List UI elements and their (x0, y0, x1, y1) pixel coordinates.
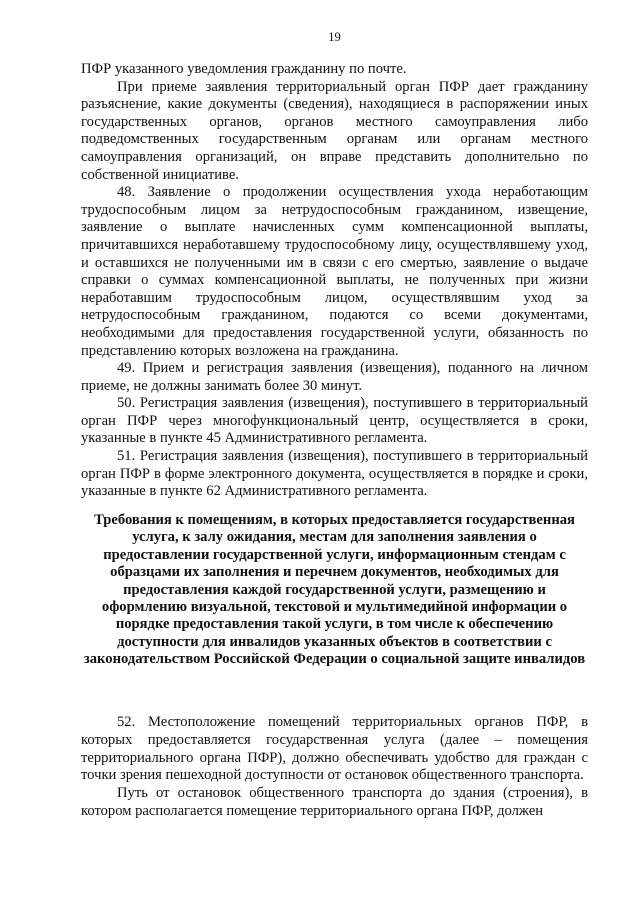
page-number: 19 (328, 30, 341, 44)
paragraph-explanation: При приеме заявления территориальный орган ПФР дает гражданину разъяснение, какие документы (сведения), находящиеся в распоряжении иных государственных органов, органов местного самоуправления либо подведомственных государственным органам или органам местного самоуправления организаций, он вправе представить дополнительно по собственной инициативе. (81, 78, 588, 183)
paragraph-52: 52. Местоположение помещений территориальных органов ПФР, в которых предоставляется государственная услуга (далее – помещения территориального органа ПФР), должно обеспечивать удобство для граждан с точки зрения пешеходной доступности от остановок общественного транспорта. (81, 714, 588, 784)
paragraph-49: 49. Прием и регистрация заявления (извещения), поданного на личном приеме, не должны занимать более 30 минут. (81, 360, 588, 394)
paragraph-50: 50. Регистрация заявления (извещения), поступившего в территориальный орган ПФР через многофункциональный центр, осуществляется в сроки, указанные в пункте 45 Административного регламента. (81, 395, 588, 447)
paragraph-path-from-transport: Путь от остановок общественного транспорта до здания (строения), в котором располагается помещение территориального органа ПФР, должен (81, 785, 588, 819)
section-heading: Требования к помещениям, в которых предоставляется государственная услуга, к залу ожидания, местам для заполнения заявления о предоставлении государственной услуги, информационным стендам с образцами их заполнения и перечнем документов, необходимых для предоставления каждой государственной услуги, размещению и оформлению визуальной, текстовой и мультимедийной информации о порядке предоставления такой услуги, в том числе к обеспечению доступности для инвалидов указанных объектов в соответствии с законодательством Российской Федерации о социальной защите инвалидов (83, 512, 586, 668)
body-text-top (81, 61, 588, 501)
paragraph-48: 48. Заявление о продолжении осуществления ухода неработающим трудоспособным лицом за нетрудоспособным гражданином, извещение, заявление о выплате начисленных сумм компенсационной выплаты, причитавшихся неработавшему трудоспособному лицу, осуществлявшему уход, и оставшихся не полученными им в связи с его смертью, заявление о выдаче справки о суммах компенсационной выплаты, не полученных при жизни неработавшим трудоспособным лицом, осуществлявшим уход за нетрудоспособным гражданином, подаются со всеми документами, необходимыми для предоставления государственной услуги, обязанность по представлению которых возложена на гражданина. (81, 184, 588, 359)
body-text-bottom (81, 714, 588, 821)
paragraph-51: 51. Регистрация заявления (извещения), поступившего в территориальный орган ПФР в форме электронного документа, осуществляется в порядке и сроки, указанные в пункте 62 Административного регламента. (81, 448, 588, 500)
paragraph-continuation: ПФР указанного уведомления гражданину по почте. (81, 61, 407, 77)
document-page (81, 0, 588, 905)
